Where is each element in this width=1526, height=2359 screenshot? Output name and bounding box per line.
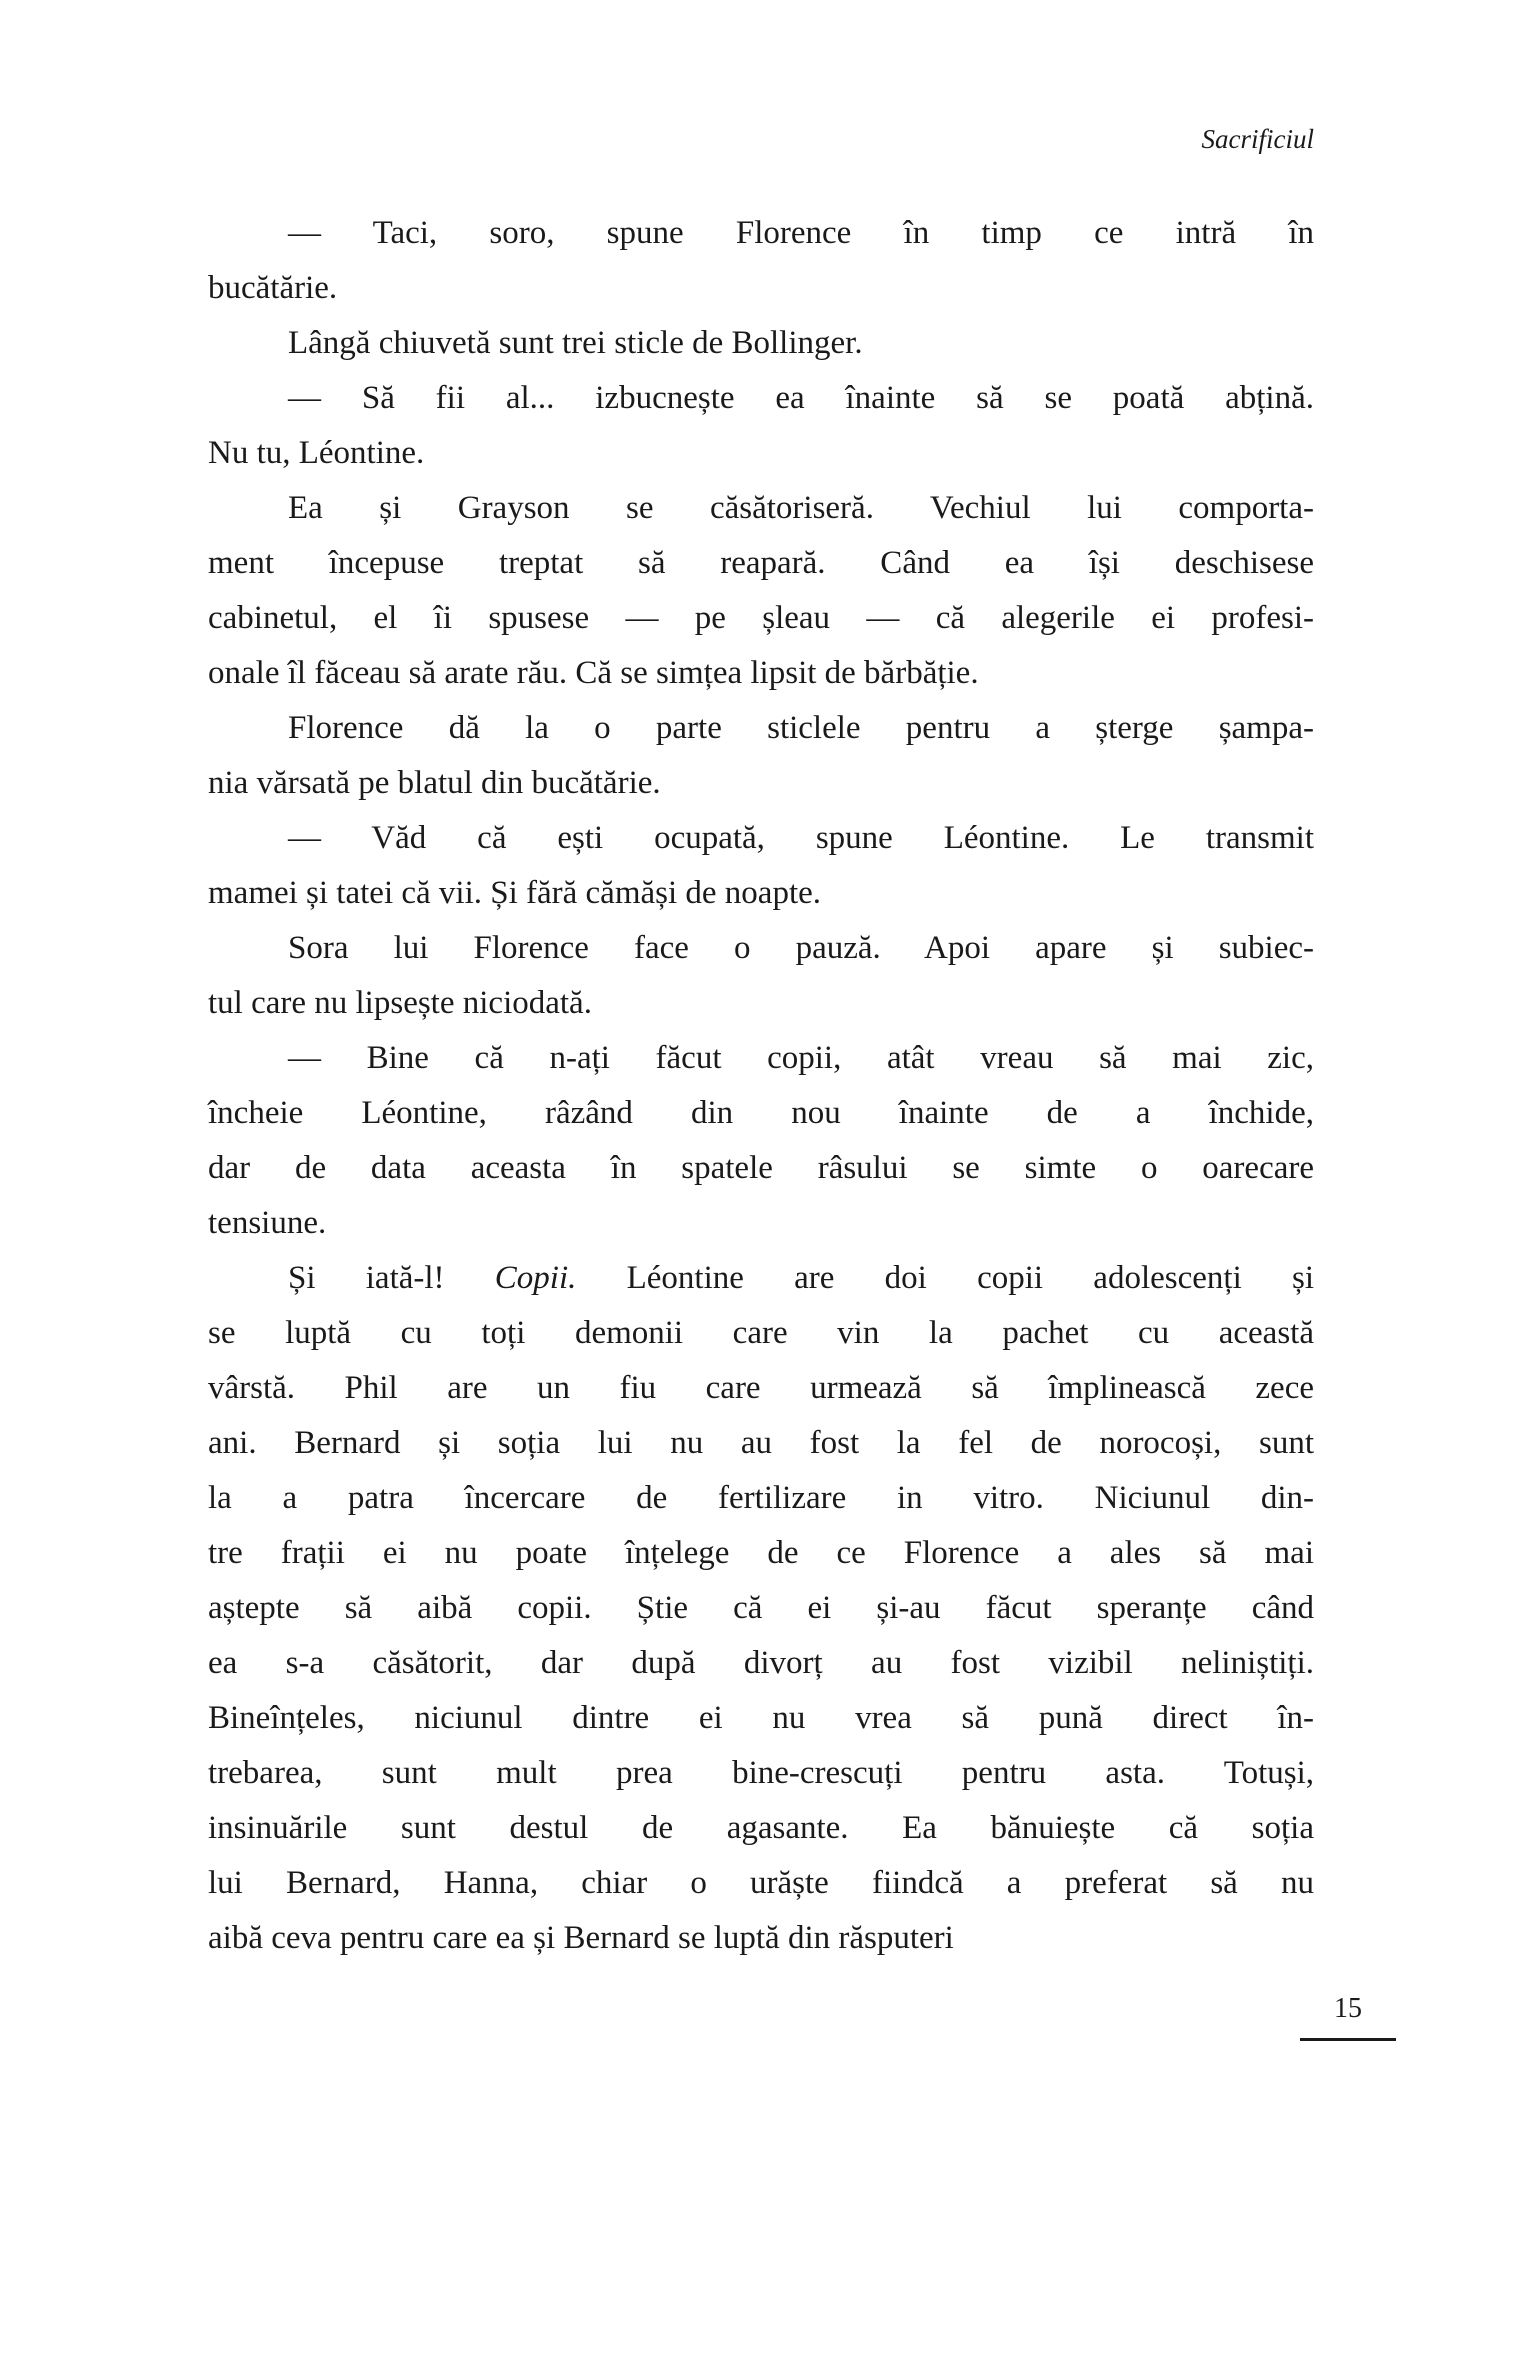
paragraph: [208, 811, 1314, 921]
text-line: [208, 1251, 1314, 1306]
paragraph: [208, 701, 1314, 811]
text-line: [208, 976, 1314, 1031]
text-segment: — Să fii al... izbucnește ea înainte să se poată abțină.: [288, 380, 1314, 416]
page-number-block: [1300, 1992, 1396, 2041]
paragraph: [208, 371, 1314, 481]
text-line: [208, 701, 1314, 756]
text-segment: ani. Bernard și soția lui nu au fost la fel de norocoși, sunt: [208, 1425, 1314, 1461]
text-line: [208, 1141, 1314, 1196]
italic-text: Copii.: [494, 1260, 577, 1296]
text-segment: dar de data aceasta în spatele râsului se simte o oarecare: [208, 1150, 1314, 1186]
text-segment: tre frații ei nu poate înțelege de ce Florence a ales să mai: [208, 1535, 1314, 1571]
text-column: [208, 122, 1314, 1966]
text-line: [208, 1031, 1314, 1086]
paragraph: [208, 1031, 1314, 1251]
text-line: [208, 316, 1314, 371]
text-segment: tensiune.: [208, 1205, 327, 1241]
page-number: 15: [1334, 1993, 1362, 2024]
text-line: [208, 1306, 1314, 1361]
text-line: [208, 261, 1314, 316]
text-line: [208, 536, 1314, 591]
text-segment: trebarea, sunt mult prea bine-crescuți pentru asta. Totuși,: [208, 1755, 1314, 1791]
text-segment: Și iată-l!: [288, 1260, 495, 1296]
text-line: [208, 1526, 1314, 1581]
text-segment: Lângă chiuvetă sunt trei sticle de Bollinger.: [288, 325, 863, 361]
text-segment: ea s-a căsătorit, dar după divorț au fost vizibil neliniștiți.: [208, 1645, 1314, 1681]
text-segment: încheie Léontine, râzând din nou înainte de a închide,: [208, 1095, 1314, 1131]
text-line: [208, 1746, 1314, 1801]
text-line: [208, 1471, 1314, 1526]
text-line: [208, 1581, 1314, 1636]
text-line: [208, 1691, 1314, 1746]
text-segment: bucătărie.: [208, 270, 338, 306]
text-line: [208, 481, 1314, 536]
text-line: [208, 1416, 1314, 1471]
text-segment: la a patra încercare de fertilizare in vitro. Niciunul din-: [208, 1480, 1314, 1516]
text-segment: vârstă. Phil are un fiu care urmează să împlinească zece: [208, 1370, 1314, 1406]
text-segment: onale îl făceau să arate rău. Că se simțea lipsit de bărbăție.: [208, 655, 979, 691]
text-line: [208, 921, 1314, 976]
text-segment: Léontine are doi copii adolescenți și: [576, 1260, 1314, 1296]
text-line: [208, 646, 1314, 701]
text-segment: ment începuse treptat să reapară. Când ea își deschisese: [208, 545, 1314, 581]
text-segment: tul care nu lipsește niciodată.: [208, 985, 592, 1021]
text-line: [208, 1086, 1314, 1141]
text-line: [208, 206, 1314, 261]
text-segment: — Taci, soro, spune Florence în timp ce intră în: [288, 215, 1314, 251]
running-header: Sacrificiul: [1201, 124, 1314, 154]
text-segment: Bineînțeles, niciunul dintre ei nu vrea să pună direct în-: [208, 1700, 1314, 1736]
text-line: [208, 1911, 1314, 1966]
text-line: [208, 1636, 1314, 1691]
text-segment: se luptă cu toți demonii care vin la pachet cu această: [208, 1315, 1314, 1351]
text-segment: Sora lui Florence face o pauză. Apoi apare și subiec-: [288, 930, 1314, 966]
text-segment: aștepte să aibă copii. Știe că ei și-au făcut speranțe când: [208, 1590, 1314, 1626]
text-line: [208, 866, 1314, 921]
text-line: [208, 756, 1314, 811]
text-segment: Ea și Grayson se căsătoriseră. Vechiul lui comporta-: [288, 490, 1314, 526]
text-line: [208, 1361, 1314, 1416]
text-line: [208, 1196, 1314, 1251]
text-segment: cabinetul, el îi spusese — pe șleau — că alegerile ei profesi-: [208, 600, 1314, 636]
text-line: [208, 426, 1314, 481]
text-segment: lui Bernard, Hanna, chiar o urăște fiindcă a preferat să nu: [208, 1865, 1314, 1901]
text-segment: insinuările sunt destul de agasante. Ea bănuiește că soția: [208, 1810, 1314, 1846]
text-segment: — Văd că ești ocupată, spune Léontine. Le transmit: [288, 820, 1314, 856]
paragraph: [208, 1251, 1314, 1966]
paragraph: [208, 316, 1314, 371]
paragraph: [208, 206, 1314, 316]
text-segment: Nu tu, Léontine.: [208, 435, 425, 471]
paragraph: [208, 481, 1314, 701]
text-line: [208, 371, 1314, 426]
text-segment: — Bine că n-ați făcut copii, atât vreau să mai zic,: [288, 1040, 1314, 1076]
text-segment: mamei și tatei că vii. Și fără cămăși de noapte.: [208, 875, 822, 911]
text-line: [208, 811, 1314, 866]
text-line: [208, 591, 1314, 646]
text-line: [208, 1801, 1314, 1856]
text-line: [208, 1856, 1314, 1911]
text-segment: Florence dă la o parte sticlele pentru a șterge șampa-: [288, 710, 1314, 746]
text-segment: nia vărsată pe blatul din bucătărie.: [208, 765, 661, 801]
text-body: [208, 206, 1314, 1966]
text-segment: aibă ceva pentru care ea și Bernard se luptă din răsputeri: [208, 1920, 954, 1956]
paragraph: [208, 921, 1314, 1031]
